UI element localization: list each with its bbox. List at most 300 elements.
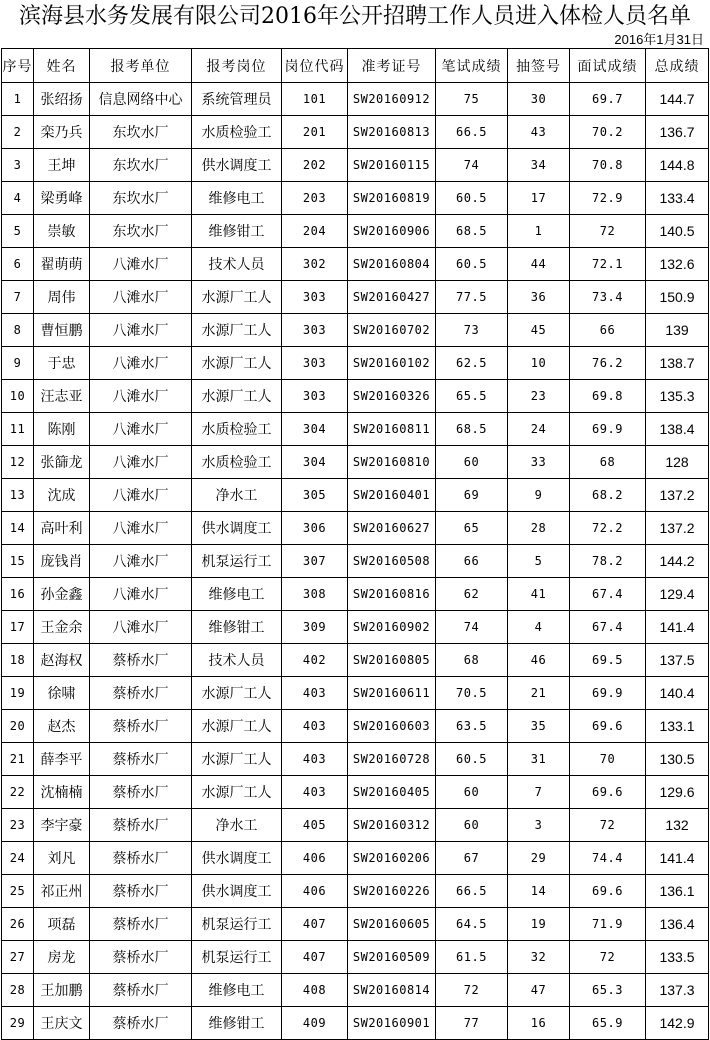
cell-position-code: 409: [282, 1007, 348, 1040]
cell-total-score: 141.4: [646, 842, 709, 875]
cell-draw-number: 30: [508, 83, 570, 116]
table-row: [2, 446, 709, 479]
cell-total-score: 138.4: [646, 413, 709, 446]
cell-total-score: 136.4: [646, 908, 709, 941]
cell-total-score: 140.4: [646, 677, 709, 710]
cell-name: 王加鹏: [34, 974, 90, 1007]
cell-draw-number: 28: [508, 512, 570, 545]
cell-interview-score: 70.2: [570, 116, 646, 149]
cell-exam-id: SW20160811: [348, 413, 436, 446]
cell-index: 28: [2, 974, 34, 1007]
cell-unit: 八滩水厂: [90, 347, 192, 380]
cell-exam-id: SW20160912: [348, 83, 436, 116]
cell-index: 23: [2, 809, 34, 842]
cell-written-score: 65: [436, 512, 508, 545]
cell-written-score: 63.5: [436, 710, 508, 743]
cell-total-score: 144.7: [646, 83, 709, 116]
cell-written-score: 60: [436, 809, 508, 842]
cell-total-score: 150.9: [646, 281, 709, 314]
table-row: [2, 809, 709, 842]
cell-draw-number: 47: [508, 974, 570, 1007]
cell-total-score: 140.5: [646, 215, 709, 248]
cell-position: 供水调度工: [192, 512, 282, 545]
cell-draw-number: 41: [508, 578, 570, 611]
cell-exam-id: SW20160906: [348, 215, 436, 248]
cell-name: 李宇豪: [34, 809, 90, 842]
cell-unit: 蔡桥水厂: [90, 677, 192, 710]
table-row: [2, 710, 709, 743]
cell-written-score: 66.5: [436, 116, 508, 149]
cell-interview-score: 69.6: [570, 776, 646, 809]
cell-draw-number: 32: [508, 941, 570, 974]
cell-position: 水源厂工人: [192, 677, 282, 710]
cell-position: 水源厂工人: [192, 347, 282, 380]
table-row: [2, 314, 709, 347]
cell-interview-score: 69.6: [570, 710, 646, 743]
cell-position: 维修电工: [192, 182, 282, 215]
cell-draw-number: 19: [508, 908, 570, 941]
cell-exam-id: SW20160804: [348, 248, 436, 281]
table-row: [2, 182, 709, 215]
cell-unit: 八滩水厂: [90, 611, 192, 644]
header-interview-score: 面试成绩: [570, 49, 646, 83]
cell-written-score: 70.5: [436, 677, 508, 710]
cell-draw-number: 14: [508, 875, 570, 908]
cell-interview-score: 72.9: [570, 182, 646, 215]
cell-position: 水源厂工人: [192, 776, 282, 809]
cell-position-code: 403: [282, 776, 348, 809]
cell-interview-score: 74.4: [570, 842, 646, 875]
cell-total-score: 129.6: [646, 776, 709, 809]
cell-interview-score: 69.5: [570, 644, 646, 677]
cell-draw-number: 23: [508, 380, 570, 413]
cell-exam-id: SW20160728: [348, 743, 436, 776]
cell-unit: 蔡桥水厂: [90, 776, 192, 809]
cell-draw-number: 17: [508, 182, 570, 215]
cell-name: 刘凡: [34, 842, 90, 875]
cell-position-code: 306: [282, 512, 348, 545]
table-row: [2, 743, 709, 776]
cell-position-code: 407: [282, 908, 348, 941]
cell-position: 水源厂工人: [192, 380, 282, 413]
cell-exam-id: SW20160813: [348, 116, 436, 149]
table-row: [2, 677, 709, 710]
cell-written-score: 73: [436, 314, 508, 347]
cell-name: 祁正州: [34, 875, 90, 908]
cell-written-score: 62: [436, 578, 508, 611]
cell-position-code: 203: [282, 182, 348, 215]
cell-written-score: 66.5: [436, 875, 508, 908]
cell-index: 17: [2, 611, 34, 644]
cell-position-code: 406: [282, 842, 348, 875]
cell-exam-id: SW20160819: [348, 182, 436, 215]
cell-unit: 蔡桥水厂: [90, 908, 192, 941]
cell-interview-score: 72: [570, 809, 646, 842]
cell-unit: 蔡桥水厂: [90, 875, 192, 908]
cell-draw-number: 5: [508, 545, 570, 578]
cell-interview-score: 67.4: [570, 578, 646, 611]
cell-total-score: 141.4: [646, 611, 709, 644]
cell-total-score: 132: [646, 809, 709, 842]
cell-exam-id: SW20160611: [348, 677, 436, 710]
cell-draw-number: 46: [508, 644, 570, 677]
cell-written-score: 61.5: [436, 941, 508, 974]
candidate-table: [1, 48, 709, 1040]
cell-interview-score: 78.2: [570, 545, 646, 578]
cell-total-score: 137.2: [646, 512, 709, 545]
cell-interview-score: 71.9: [570, 908, 646, 941]
cell-index: 25: [2, 875, 34, 908]
cell-written-score: 72: [436, 974, 508, 1007]
cell-draw-number: 10: [508, 347, 570, 380]
cell-total-score: 133.4: [646, 182, 709, 215]
document-title: 滨海县水务发展有限公司2016年公开招聘工作人员进入体检人员名单: [19, 4, 691, 29]
cell-position: 净水工: [192, 479, 282, 512]
cell-total-score: 137.5: [646, 644, 709, 677]
cell-position-code: 204: [282, 215, 348, 248]
cell-interview-score: 72.2: [570, 512, 646, 545]
cell-written-score: 74: [436, 149, 508, 182]
cell-exam-id: SW20160814: [348, 974, 436, 1007]
cell-interview-score: 72.1: [570, 248, 646, 281]
cell-interview-score: 65.3: [570, 974, 646, 1007]
cell-total-score: 133.5: [646, 941, 709, 974]
cell-index: 5: [2, 215, 34, 248]
cell-exam-id: SW20160603: [348, 710, 436, 743]
cell-exam-id: SW20160509: [348, 941, 436, 974]
cell-unit: 八滩水厂: [90, 512, 192, 545]
cell-total-score: 133.1: [646, 710, 709, 743]
cell-draw-number: 31: [508, 743, 570, 776]
cell-position: 供水调度工: [192, 842, 282, 875]
cell-exam-id: SW20160405: [348, 776, 436, 809]
table-row: [2, 578, 709, 611]
cell-unit: 八滩水厂: [90, 380, 192, 413]
cell-position: 维修钳工: [192, 1007, 282, 1040]
cell-interview-score: 73.4: [570, 281, 646, 314]
cell-exam-id: SW20160810: [348, 446, 436, 479]
cell-position: 维修钳工: [192, 611, 282, 644]
cell-unit: 八滩水厂: [90, 446, 192, 479]
table-row: [2, 842, 709, 875]
cell-exam-id: SW20160312: [348, 809, 436, 842]
cell-position-code: 403: [282, 710, 348, 743]
cell-position-code: 307: [282, 545, 348, 578]
cell-position-code: 403: [282, 677, 348, 710]
cell-interview-score: 66: [570, 314, 646, 347]
cell-name: 沈楠楠: [34, 776, 90, 809]
cell-position: 技术人员: [192, 644, 282, 677]
cell-name: 梁勇峰: [34, 182, 90, 215]
cell-written-score: 60.5: [436, 248, 508, 281]
cell-position-code: 309: [282, 611, 348, 644]
cell-position-code: 408: [282, 974, 348, 1007]
cell-position: 机泵运行工: [192, 908, 282, 941]
cell-draw-number: 34: [508, 149, 570, 182]
cell-unit: 八滩水厂: [90, 413, 192, 446]
cell-index: 13: [2, 479, 34, 512]
cell-written-score: 62.5: [436, 347, 508, 380]
cell-position: 供水调度工: [192, 149, 282, 182]
cell-unit: 蔡桥水厂: [90, 743, 192, 776]
cell-unit: 信息网络中心: [90, 83, 192, 116]
cell-draw-number: 33: [508, 446, 570, 479]
cell-name: 赵杰: [34, 710, 90, 743]
table-row: [2, 611, 709, 644]
cell-unit: 八滩水厂: [90, 545, 192, 578]
cell-draw-number: 36: [508, 281, 570, 314]
cell-index: 15: [2, 545, 34, 578]
cell-position: 技术人员: [192, 248, 282, 281]
cell-total-score: 144.8: [646, 149, 709, 182]
cell-total-score: 130.5: [646, 743, 709, 776]
cell-interview-score: 69.6: [570, 875, 646, 908]
cell-draw-number: 24: [508, 413, 570, 446]
cell-draw-number: 21: [508, 677, 570, 710]
cell-name: 于忠: [34, 347, 90, 380]
table-row: [2, 479, 709, 512]
cell-exam-id: SW20160326: [348, 380, 436, 413]
table-row: [2, 116, 709, 149]
cell-exam-id: SW20160902: [348, 611, 436, 644]
cell-index: 16: [2, 578, 34, 611]
cell-interview-score: 68.2: [570, 479, 646, 512]
table-row: [2, 413, 709, 446]
cell-index: 6: [2, 248, 34, 281]
cell-position: 水源厂工人: [192, 281, 282, 314]
cell-position-code: 101: [282, 83, 348, 116]
cell-name: 薛李平: [34, 743, 90, 776]
cell-total-score: 137.2: [646, 479, 709, 512]
cell-position: 水质检验工: [192, 116, 282, 149]
table-row: [2, 974, 709, 1007]
cell-index: 20: [2, 710, 34, 743]
cell-total-score: 136.7: [646, 116, 709, 149]
cell-unit: 蔡桥水厂: [90, 809, 192, 842]
cell-name: 项磊: [34, 908, 90, 941]
header-exam-id: 准考证号: [348, 49, 436, 83]
cell-draw-number: 4: [508, 611, 570, 644]
cell-interview-score: 70.8: [570, 149, 646, 182]
header-index: 序号: [2, 49, 34, 83]
cell-unit: 八滩水厂: [90, 479, 192, 512]
cell-unit: 蔡桥水厂: [90, 974, 192, 1007]
cell-name: 徐啸: [34, 677, 90, 710]
cell-index: 12: [2, 446, 34, 479]
cell-name: 赵海权: [34, 644, 90, 677]
cell-unit: 蔡桥水厂: [90, 941, 192, 974]
cell-interview-score: 76.2: [570, 347, 646, 380]
cell-written-score: 60: [436, 446, 508, 479]
cell-position: 维修电工: [192, 578, 282, 611]
cell-name: 周伟: [34, 281, 90, 314]
cell-interview-score: 67.4: [570, 611, 646, 644]
cell-name: 张篩龙: [34, 446, 90, 479]
cell-index: 11: [2, 413, 34, 446]
cell-index: 29: [2, 1007, 34, 1040]
header-position: 报考岗位: [192, 49, 282, 83]
cell-interview-score: 72: [570, 941, 646, 974]
cell-written-score: 74: [436, 611, 508, 644]
cell-index: 2: [2, 116, 34, 149]
cell-exam-id: SW20160115: [348, 149, 436, 182]
table-row: [2, 1007, 709, 1040]
cell-total-score: 137.3: [646, 974, 709, 1007]
cell-position-code: 303: [282, 281, 348, 314]
cell-index: 7: [2, 281, 34, 314]
cell-unit: 蔡桥水厂: [90, 842, 192, 875]
cell-position-code: 303: [282, 380, 348, 413]
cell-name: 翟萌萌: [34, 248, 90, 281]
cell-unit: 蔡桥水厂: [90, 710, 192, 743]
table-row: [2, 941, 709, 974]
cell-position: 维修电工: [192, 974, 282, 1007]
cell-unit: 八滩水厂: [90, 281, 192, 314]
cell-position-code: 302: [282, 248, 348, 281]
cell-position: 维修钳工: [192, 215, 282, 248]
cell-position: 水质检验工: [192, 413, 282, 446]
cell-exam-id: SW20160206: [348, 842, 436, 875]
cell-interview-score: 65.9: [570, 1007, 646, 1040]
cell-index: 19: [2, 677, 34, 710]
cell-written-score: 65.5: [436, 380, 508, 413]
cell-exam-id: SW20160627: [348, 512, 436, 545]
table-row: [2, 149, 709, 182]
table-row: [2, 644, 709, 677]
cell-position: 净水工: [192, 809, 282, 842]
cell-index: 18: [2, 644, 34, 677]
header-unit: 报考单位: [90, 49, 192, 83]
cell-position: 供水调度工: [192, 875, 282, 908]
cell-position-code: 202: [282, 149, 348, 182]
cell-interview-score: 69.9: [570, 413, 646, 446]
table-row: [2, 776, 709, 809]
table-row: [2, 215, 709, 248]
cell-position-code: 308: [282, 578, 348, 611]
cell-index: 9: [2, 347, 34, 380]
cell-position-code: 201: [282, 116, 348, 149]
table-row: [2, 908, 709, 941]
cell-name: 沈成: [34, 479, 90, 512]
cell-written-score: 60: [436, 776, 508, 809]
cell-position-code: 304: [282, 446, 348, 479]
cell-position-code: 303: [282, 347, 348, 380]
cell-exam-id: SW20160901: [348, 1007, 436, 1040]
cell-written-score: 68.5: [436, 413, 508, 446]
cell-draw-number: 29: [508, 842, 570, 875]
cell-interview-score: 69.9: [570, 677, 646, 710]
cell-name: 高叶利: [34, 512, 90, 545]
cell-exam-id: SW20160401: [348, 479, 436, 512]
cell-total-score: 142.9: [646, 1007, 709, 1040]
cell-position: 水源厂工人: [192, 743, 282, 776]
cell-unit: 东坎水厂: [90, 116, 192, 149]
cell-written-score: 66: [436, 545, 508, 578]
cell-index: 22: [2, 776, 34, 809]
table-body: [2, 83, 709, 1040]
cell-position-code: 407: [282, 941, 348, 974]
cell-position: 水源厂工人: [192, 710, 282, 743]
cell-exam-id: SW20160427: [348, 281, 436, 314]
cell-written-score: 77: [436, 1007, 508, 1040]
cell-written-score: 60.5: [436, 743, 508, 776]
cell-position: 机泵运行工: [192, 545, 282, 578]
cell-name: 陈刚: [34, 413, 90, 446]
cell-exam-id: SW20160102: [348, 347, 436, 380]
table-header-row: [2, 49, 709, 83]
cell-total-score: 128: [646, 446, 709, 479]
cell-written-score: 68: [436, 644, 508, 677]
cell-draw-number: 44: [508, 248, 570, 281]
cell-position: 机泵运行工: [192, 941, 282, 974]
cell-exam-id: SW20160702: [348, 314, 436, 347]
cell-name: 房龙: [34, 941, 90, 974]
cell-total-score: 136.1: [646, 875, 709, 908]
table-row: [2, 248, 709, 281]
cell-index: 3: [2, 149, 34, 182]
cell-position: 水源厂工人: [192, 314, 282, 347]
cell-exam-id: SW20160816: [348, 578, 436, 611]
cell-draw-number: 3: [508, 809, 570, 842]
cell-exam-id: SW20160226: [348, 875, 436, 908]
cell-written-score: 69: [436, 479, 508, 512]
cell-name: 王坤: [34, 149, 90, 182]
cell-position-code: 405: [282, 809, 348, 842]
cell-index: 24: [2, 842, 34, 875]
cell-written-score: 60.5: [436, 182, 508, 215]
table-row: [2, 83, 709, 116]
cell-draw-number: 35: [508, 710, 570, 743]
table-row: [2, 875, 709, 908]
cell-unit: 八滩水厂: [90, 578, 192, 611]
cell-draw-number: 1: [508, 215, 570, 248]
cell-written-score: 68.5: [436, 215, 508, 248]
table-row: [2, 545, 709, 578]
cell-unit: 蔡桥水厂: [90, 644, 192, 677]
cell-name: 张绍扬: [34, 83, 90, 116]
cell-unit: 蔡桥水厂: [90, 1007, 192, 1040]
cell-total-score: 132.6: [646, 248, 709, 281]
cell-total-score: 129.4: [646, 578, 709, 611]
table-row: [2, 512, 709, 545]
cell-written-score: 67: [436, 842, 508, 875]
cell-name: 庞钱肖: [34, 545, 90, 578]
cell-index: 1: [2, 83, 34, 116]
cell-position: 系统管理员: [192, 83, 282, 116]
cell-position-code: 402: [282, 644, 348, 677]
cell-index: 14: [2, 512, 34, 545]
cell-unit: 东坎水厂: [90, 182, 192, 215]
cell-name: 王庆文: [34, 1007, 90, 1040]
cell-index: 8: [2, 314, 34, 347]
cell-position-code: 303: [282, 314, 348, 347]
header-name: 姓名: [34, 49, 90, 83]
cell-position-code: 305: [282, 479, 348, 512]
cell-interview-score: 69.8: [570, 380, 646, 413]
cell-name: 曹恒鹏: [34, 314, 90, 347]
cell-unit: 东坎水厂: [90, 149, 192, 182]
cell-index: 4: [2, 182, 34, 215]
cell-total-score: 139: [646, 314, 709, 347]
cell-total-score: 144.2: [646, 545, 709, 578]
cell-index: 27: [2, 941, 34, 974]
cell-position-code: 403: [282, 743, 348, 776]
cell-name: 王金余: [34, 611, 90, 644]
header-written-score: 笔试成绩: [436, 49, 508, 83]
cell-unit: 八滩水厂: [90, 314, 192, 347]
cell-interview-score: 72: [570, 215, 646, 248]
cell-name: 栾乃兵: [34, 116, 90, 149]
